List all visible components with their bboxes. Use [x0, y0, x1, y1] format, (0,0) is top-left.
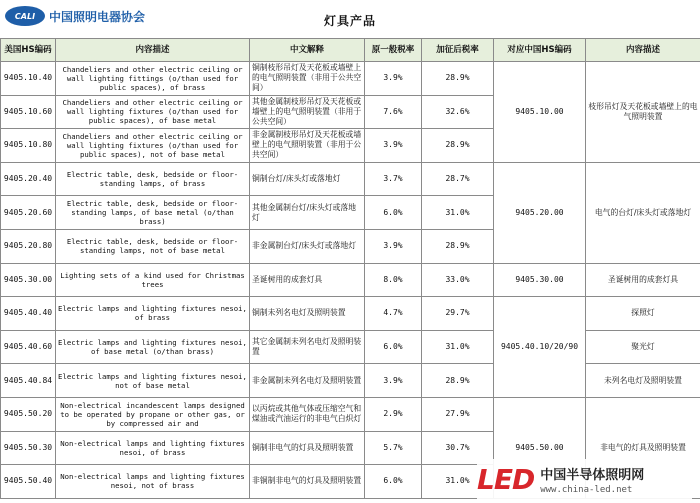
us-code-cell: 9405.30.00 [1, 263, 56, 297]
original-rate-cell: 5.7% [365, 431, 422, 465]
table-row [1, 330, 700, 364]
new-rate-cell: 31.0% [422, 330, 494, 364]
logo-badge: CALI [5, 6, 45, 26]
tariff-table [0, 38, 700, 499]
us-code-cell: 9405.40.84 [1, 364, 56, 398]
chinese-cell: 以丙烷或其他气体或压缩空气和煤油或汽油运行的非电气白炽灯 [250, 397, 365, 431]
description-cell: Chandeliers and other electric ceiling or wall lighting fixtures (o/than used for public spaces), not of base metal [56, 129, 250, 163]
cn-description-cell: 电气的台灯/床头灯或落地灯 [586, 162, 700, 263]
description-cell: Electric lamps and lighting fixtures nesoi, of base metal (o/than brass) [56, 330, 250, 364]
new-rate-cell: 27.9% [422, 397, 494, 431]
chinese-cell: 铜制台灯/床头灯或落地灯 [250, 162, 365, 196]
new-rate-cell: 31.0% [422, 465, 494, 499]
description-cell: Electric table, desk, bedside or floor-standing lamps, not of base metal [56, 229, 250, 263]
cn-description-cell: 枝形吊灯及天花板或墙壁上的电气照明装置 [586, 62, 700, 163]
us-code-cell: 9405.10.80 [1, 129, 56, 163]
new-rate-cell: 30.7% [422, 431, 494, 465]
original-rate-cell: 2.9% [365, 397, 422, 431]
description-cell: Lighting sets of a kind used for Christmas trees [56, 263, 250, 297]
chinese-cell: 非铜制非电气的灯具及照明装置 [250, 465, 365, 499]
original-rate-cell: 4.7% [365, 297, 422, 331]
cn-description-cell: 圣诞树用的成套灯具 [586, 263, 700, 297]
original-rate-cell: 6.0% [365, 465, 422, 499]
watermark-url: www.china-led.net [540, 484, 633, 495]
cn-code-cell: 9405.40.10/20/90 [494, 297, 586, 398]
chinese-cell: 非金属制枝形吊灯及天花板或墙壁上的电气照明装置（非用于公共空间） [250, 129, 365, 163]
cn-description-cell: 聚光灯 [586, 330, 700, 364]
chinese-cell: 铜制未列名电灯及照明装置 [250, 297, 365, 331]
table-row [1, 397, 700, 431]
new-rate-cell: 28.9% [422, 129, 494, 163]
table-row [1, 62, 700, 96]
us-code-cell: 9405.50.20 [1, 397, 56, 431]
original-rate-cell: 3.9% [365, 364, 422, 398]
original-rate-cell: 3.7% [365, 162, 422, 196]
column-header-original-rate: 原一般税率 [365, 39, 422, 62]
watermark-site-name: 中国半导体照明网 [540, 467, 645, 483]
cn-code-cell: 9405.20.00 [494, 162, 586, 263]
table-row [1, 297, 700, 331]
column-header-us-code: 美国HS编码 [1, 39, 56, 62]
original-rate-cell: 8.0% [365, 263, 422, 297]
chinese-cell: 圣诞树用的成套灯具 [250, 263, 365, 297]
site-watermark [477, 459, 692, 499]
original-rate-cell: 6.0% [365, 196, 422, 230]
chinese-cell: 其他金属制台灯/床头灯或落地灯 [250, 196, 365, 230]
description-cell: Electric table, desk, bedside or floor-standing lamps, of base metal (o/than brass) [56, 196, 250, 230]
page-title: 灯具产品 [323, 14, 376, 28]
chinese-cell: 非金属制未列名电灯及照明装置 [250, 364, 365, 398]
us-code-cell: 9405.40.60 [1, 330, 56, 364]
chinese-cell: 其它金属制未列名电灯及照明装置 [250, 330, 365, 364]
cn-description-cell: 未列名电灯及照明装置 [586, 364, 700, 398]
cn-code-cell: 9405.50.00 [494, 397, 586, 498]
column-header-description: 内容描述 [56, 39, 250, 62]
column-header-cn-description: 内容描述 [586, 39, 700, 62]
chinese-cell: 铜制非电气的灯具及照明装置 [250, 431, 365, 465]
original-rate-cell: 3.9% [365, 229, 422, 263]
description-cell: Electric lamps and lighting fixtures nesoi, of brass [56, 297, 250, 331]
column-header-cn-code: 对应中国HS编码 [494, 39, 586, 62]
table-row [1, 364, 700, 398]
cn-description-cell: 非电气的灯具及照明装置 [586, 397, 700, 498]
description-cell: Chandeliers and other electric ceiling or wall lighting fittings (o/than used for public spaces), of brass [56, 62, 250, 96]
chinese-cell: 铜制枝形吊灯及天花板或墙壁上的电气照明装置（非用于公共空间） [250, 62, 365, 96]
us-code-cell: 9405.10.60 [1, 95, 56, 129]
cn-code-cell: 9405.10.00 [494, 62, 586, 163]
new-rate-cell: 28.9% [422, 229, 494, 263]
original-rate-cell: 3.9% [365, 129, 422, 163]
cn-description-cell: 探照灯 [586, 297, 700, 331]
us-code-cell: 9405.20.60 [1, 196, 56, 230]
page-header [0, 0, 700, 38]
new-rate-cell: 33.0% [422, 263, 494, 297]
table-row [1, 162, 700, 196]
us-code-cell: 9405.50.40 [1, 465, 56, 499]
new-rate-cell: 28.9% [422, 62, 494, 96]
description-cell: Electric lamps and lighting fixtures nesoi, not of base metal [56, 364, 250, 398]
original-rate-cell: 6.0% [365, 330, 422, 364]
table-header-row [1, 39, 700, 62]
column-header-chinese: 中文解释 [250, 39, 365, 62]
chinese-cell: 其他金属制枝形吊灯及天花板或墙壁上的电气照明装置（非用于公共空间） [250, 95, 365, 129]
description-cell: Electric table, desk, bedside or floor-standing lamps, of brass [56, 162, 250, 196]
us-code-cell: 9405.50.30 [1, 431, 56, 465]
new-rate-cell: 28.9% [422, 364, 494, 398]
cn-code-cell: 9405.30.00 [494, 263, 586, 297]
original-rate-cell: 3.9% [365, 62, 422, 96]
us-code-cell: 9405.40.40 [1, 297, 56, 331]
description-cell: Non-electrical lamps and lighting fixtures nesoi, not of brass [56, 465, 250, 499]
us-code-cell: 9405.20.80 [1, 229, 56, 263]
us-code-cell: 9405.10.40 [1, 62, 56, 96]
led-logo: LED [477, 462, 535, 496]
description-cell: Non-electrical incandescent lamps designed to be operated by propane or other gas, or by compressed air and [56, 397, 250, 431]
table-row [1, 263, 700, 297]
description-cell: Chandeliers and other electric ceiling or wall lighting fixtures (o/than used for public spaces), of base metal [56, 95, 250, 129]
chinese-cell: 非金属制台灯/床头灯或落地灯 [250, 229, 365, 263]
watermark-text [540, 464, 644, 495]
logo-name: 中国照明电器协会 [49, 9, 146, 24]
original-rate-cell: 7.6% [365, 95, 422, 129]
new-rate-cell: 32.6% [422, 95, 494, 129]
new-rate-cell: 28.7% [422, 162, 494, 196]
us-code-cell: 9405.20.40 [1, 162, 56, 196]
new-rate-cell: 31.0% [422, 196, 494, 230]
column-header-new-rate: 加征后税率 [422, 39, 494, 62]
new-rate-cell: 29.7% [422, 297, 494, 331]
description-cell: Non-electrical lamps and lighting fixtures nesoi, of brass [56, 431, 250, 465]
